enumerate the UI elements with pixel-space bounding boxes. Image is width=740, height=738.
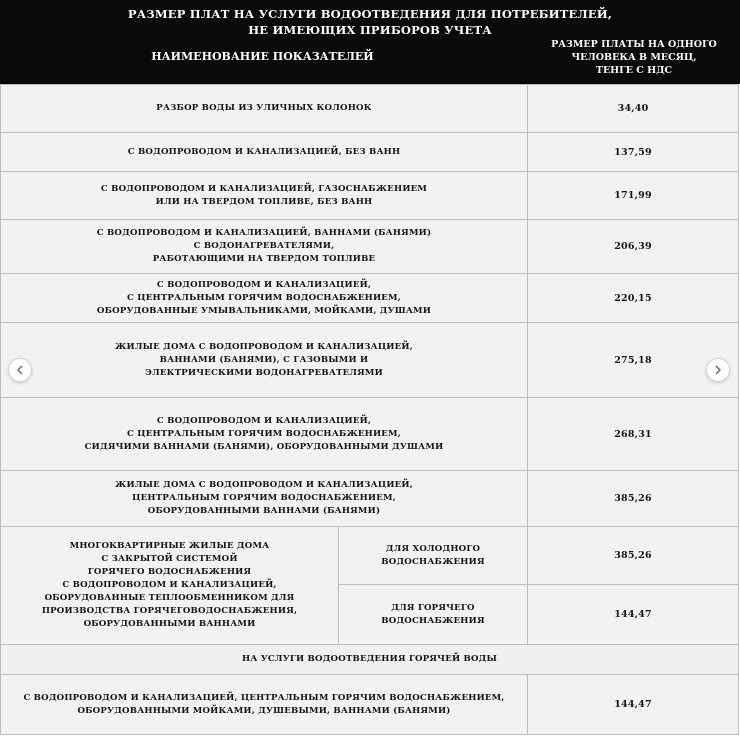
table-row <box>1 398 739 471</box>
column-header-value: РАЗМЕР ПЛАТЫ НА ОДНОГО ЧЕЛОВЕКА В МЕСЯЦ, ТЕНГЕ С НДС <box>551 39 717 76</box>
row-value: 220,15 <box>528 274 739 323</box>
row-label: ЖИЛЫЕ ДОМА С ВОДОПРОВОДОМ И КАНАЛИЗАЦИЕЙ, ЦЕНТРАЛЬНЫМ ГОРЯЧИМ ВОДОСНАБЖЕНИЕМ, ОБОРУДОВАННЫМИ ВАННАМИ (БАНЯМИ) <box>1 471 528 527</box>
table-row-closed-system-cold <box>1 527 739 585</box>
section-title: НА УСЛУГИ ВОДООТВЕДЕНИЯ ГОРЯЧЕЙ ВОДЫ <box>1 645 739 675</box>
chevron-right-icon <box>713 365 723 375</box>
page-title: РАЗМЕР ПЛАТ НА УСЛУГИ ВОДООТВЕДЕНИЯ ДЛЯ ПОТРЕБИТЕЛЕЙ, НЕ ИМЕЮЩИХ ПРИБОРОВ УЧЕТА <box>127 7 613 37</box>
table-row <box>1 133 739 172</box>
row-label: ЖИЛЫЕ ДОМА С ВОДОПРОВОДОМ И КАНАЛИЗАЦИЕЙ, ВАННАМИ (БАНЯМИ), С ГАЗОВЫМИ И ЭЛЕКТРИЧЕСКИМИ ВОДОНАГРЕВАТЕЛЯМИ <box>1 323 528 398</box>
row-label: С ВОДОПРОВОДОМ И КАНАЛИЗАЦИЕЙ, ЦЕНТРАЛЬНЫМ ГОРЯЧИМ ВОДОСНАБЖЕНИЕМ, ОБОРУДОВАННЫМИ МОЙКАМИ, ДУШЕВЫМИ, ВАННАМИ (БАНЯМИ) <box>1 675 528 735</box>
row-label: С ВОДОПРОВОДОМ И КАНАЛИЗАЦИЕЙ, С ЦЕНТРАЛЬНЫМ ГОРЯЧИМ ВОДОСНАБЖЕНИЕМ, СИДЯЧИМИ ВАННАМИ (БАНЯМИ), ОБОРУДОВАННЫМИ ДУШАМИ <box>1 398 528 471</box>
table-row <box>1 172 739 220</box>
tariff-table <box>0 84 739 735</box>
table-row <box>1 274 739 323</box>
table-header <box>0 0 740 84</box>
table-row <box>1 323 739 398</box>
row-value: 137,59 <box>528 133 739 172</box>
row-value: 385,26 <box>528 471 739 527</box>
row-value: 171,99 <box>528 172 739 220</box>
carousel-prev-button[interactable] <box>8 358 32 382</box>
hot-water-value: 144,47 <box>528 585 739 645</box>
row-value: 268,31 <box>528 398 739 471</box>
row-value: 144,47 <box>528 675 739 735</box>
cold-water-value: 385,26 <box>528 527 739 585</box>
row-value: 275,18 <box>528 323 739 398</box>
row-label: РАЗБОР ВОДЫ ИЗ УЛИЧНЫХ КОЛОНОК <box>1 85 528 133</box>
chevron-left-icon <box>15 365 25 375</box>
table-row <box>1 675 739 735</box>
row-label: С ВОДОПРОВОДОМ И КАНАЛИЗАЦИЕЙ, БЕЗ ВАНН <box>1 133 528 172</box>
carousel-next-button[interactable] <box>706 358 730 382</box>
closed-system-label: МНОГОКВАРТИРНЫЕ ЖИЛЫЕ ДОМА С ЗАКРЫТОЙ СИСТЕМОЙ ГОРЯЧЕГО ВОДОСНАБЖЕНИЯ С ВОДОПРОВОДОМ И КАНАЛИЗАЦИЕЙ, ОБОРУДОВАННЫЕ ТЕПЛООБМЕННИКОМ ДЛЯ ПРОИЗВОДСТВА ГОРЯЧЕГОВОДОСНАБЖЕНИЯ, ОБОРУДОВАННЫМИ ВАННАМИ <box>1 527 339 645</box>
column-header-name: НАИМЕНОВАНИЕ ПОКАЗАТЕЛЕЙ <box>151 50 374 63</box>
cold-water-label: ДЛЯ ХОЛОДНОГО ВОДОСНАБЖЕНИЯ <box>339 527 528 585</box>
table-row <box>1 85 739 133</box>
row-label: С ВОДОПРОВОДОМ И КАНАЛИЗАЦИЕЙ, ВАННАМИ (БАНЯМИ) С ВОДОНАГРЕВАТЕЛЯМИ, РАБОТАЮЩИМИ НА ТВЕРДОМ ТОПЛИВЕ <box>1 220 528 274</box>
row-value: 206,39 <box>528 220 739 274</box>
table-row <box>1 220 739 274</box>
row-label: С ВОДОПРОВОДОМ И КАНАЛИЗАЦИЕЙ, ГАЗОСНАБЖЕНИЕМ ИЛИ НА ТВЕРДОМ ТОПЛИВЕ, БЕЗ ВАНН <box>1 172 528 220</box>
row-label: С ВОДОПРОВОДОМ И КАНАЛИЗАЦИЕЙ, С ЦЕНТРАЛЬНЫМ ГОРЯЧИМ ВОДОСНАБЖЕНИЕМ, ОБОРУДОВАННЫЕ УМЫВАЛЬНИКАМИ, МОЙКАМИ, ДУШАМИ <box>1 274 528 323</box>
table-row <box>1 471 739 527</box>
row-value: 34,40 <box>528 85 739 133</box>
hot-water-label: ДЛЯ ГОРЯЧЕГО ВОДОСНАБЖЕНИЯ <box>339 585 528 645</box>
section-row <box>1 645 739 675</box>
